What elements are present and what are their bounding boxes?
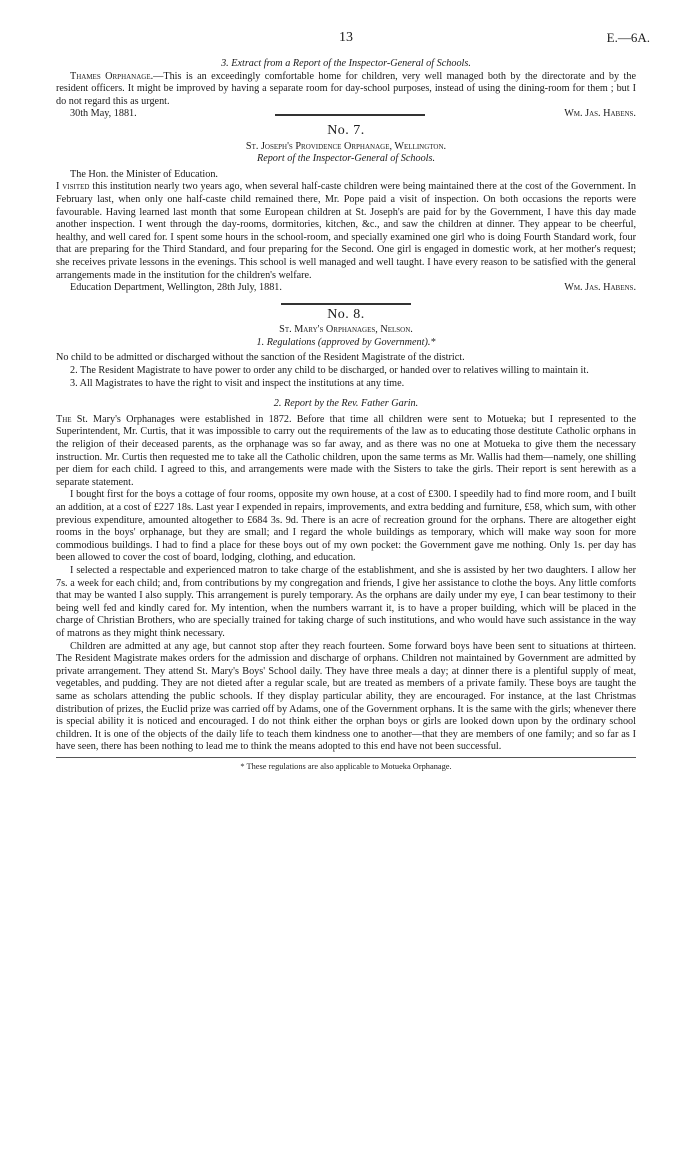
no7-subtitle: Report of the Inspector-General of Schools. (256, 153, 436, 165)
report-lead: The (56, 413, 72, 425)
document-code: E.—6A. (606, 30, 650, 45)
report-paragraph-1: The St. Mary's Orphanages were established in 1872. Before that time all children were sent to Motueka; but I represented to the Superintendent, Mr. Curtis, that it was impossible to carry out the requirements of the law as to educating those destitute Catholic orphans in the religion of their deceased parents, as the orphanage was so far away, and as there was no one at Motueka to give them the necessary instruction. Mr. Curtis then requested me to take all the Catholic children, upon the same terms as Mr. Wallis had them—namely, one shilling per diem for each child. I agreed to this, and arrangements were made with the Sisters to take the girls. Their report is sent herewith as a separate statement. (56, 413, 636, 488)
no7-lead: I visited (56, 181, 90, 193)
page-header (56, 30, 650, 52)
no7-heading: No. 7. (327, 122, 365, 138)
section-3-signature: Wm. Jas. Habens. (564, 108, 636, 120)
section-3-title: 3. Extract from a Report of the Inspector-General of Schools. (221, 58, 471, 69)
divider (281, 303, 411, 305)
no7-body: I visited this institution nearly two years ago, when several half-caste children were being maintained there at the cost of the Government. In February last, when only one half-caste child remained there, Mr. Pope paid a visit of inspection. On both occasions the reports were favourable. Having learned last month that some European children at St. Joseph's are paid for by the Government, I have this day made another inspection. I went through the day-rooms, dormitories, kitchen, &c., and saw the children at dinner. They appear to be cheerful, healthy, and well cared for. I spent some hours in the school-room, and specially examined one girl who is doing Fourth Standard work, four that are preparing for the Third Standard, and four preparing for the Second. One girl is engaged in domestic work, at her mother's request; she receives private lessons in the evenings. This school is well managed and well taught. I have every reason to be satisfied with the general arrangements made in the institution for the children's welfare. (56, 181, 636, 281)
regulation-3: 3. All Magistrates to have the right to visit and inspect the institutions at any time. (70, 377, 405, 389)
section-3-body: Thames Orphanage.—This is an exceedingly comfortable home for children, very well managed both by the directorate and by the resident officers. It might be improved by having a separate room for day-school purposes, instead of using the dining-room for them ; but I do not regard this as urgent. (56, 70, 636, 107)
no7-signature: Wm. Jas. Habens. (564, 282, 636, 294)
divider (275, 114, 425, 116)
regulation-2: 2. The Resident Magistrate to have power to order any child to be discharged, or handed over to relatives willing to maintain it. (70, 365, 589, 377)
footnote-rule (56, 757, 636, 758)
no8-regulations-title: 1. Regulations (approved by Government).* (256, 336, 436, 348)
page-number: 13 (339, 30, 353, 45)
report-paragraph-2: I bought first for the boys a cottage of four rooms, opposite my own house, at a cost of £300. I speedily had to find more room, and I built an addition, at a cost of £227 18s. Last year I expended in repairs, improvements, and extra bedding and furniture, £58, which sum, with other previous expenditure, amounted altogether to £684 3s. 9d. There is an acre of recreation ground for the orphans. There are altogether eight rooms in the boys' orphanage, but they are small; and I regard the whole buildings as temporary, which will make way soon for more commodious buildings. I had to find a place for these boys out of my own pocket: the Government gave me nothing. Only 1s. per day has been allowed to cover the cost of board, lodging, clothing, and education. (56, 489, 636, 564)
no8-institution: St. Mary's Orphanages, Nelson. (279, 324, 413, 336)
report-paragraph-4: Children are admitted at any age, but cannot stop after they reach fourteen. Some forward boys have been sent to situations at thirteen. The Resident Magistrate makes orders for the admission and discharge of orphans. Children not maintained by Government are admitted by private arrangement. They attend St. Mary's Boys' School daily. They have three meals a day; at dinner there is a plentiful supply of meat, vegetables, and pudding. They are not dieted after a regular scale, but are treated as members of a private family. These boys are taught the same as scholars attending the public schools. If they display particular ability, they are encouraged. For instance, at the last Christmas distribution of prizes, the Euclid prize was carried off by Adams, one of the Government orphans. It is the same with the girls; whenever there is special ability it is noticed and encouraged. I do not think either the orphan boys or girls are looked down upon by the ordinary school children. It is one of the objects of the daily life to teach them kindness one to another—that they are members of one family; and so far as I have seen, there has been nothing to lead me to think the means adopted to this end have not been successful. (56, 640, 636, 753)
no8-report-title: 2. Report by the Rev. Father Garin. (273, 398, 419, 410)
no7-addressee: The Hon. the Minister of Education. (70, 168, 218, 180)
no7-signoff (56, 282, 636, 295)
report-paragraph-3: I selected a respectable and experienced matron to take charge of the establishment, and she is assisted by her two daughters. I allow her 7s. a week for each child; and, from contributions by my congregation and friends, I give her assistance to clothe the boys. Any little comforts that may be wanted I also supply. This arrangement is purely temporary. As the orphans are daily under my eye, I can bear testimony to their being well fed and kindly cared for. My intention, when the numbers warrant it, is to have a proper building, which will be placed in the charge of Christian Brothers, who are specially trained for taking charge of such institutions, and who would have such assistance in the way of matrons as they might think necessary. (56, 564, 636, 639)
document-page (56, 30, 650, 773)
section-3-lead: Thames Orphanage. (70, 70, 154, 82)
section-3-date: 30th May, 1881. (70, 108, 137, 120)
footnote: * These regulations are also applicable to Motueka Orphanage. (240, 761, 452, 771)
no8-heading: No. 8. (327, 306, 365, 322)
no7-place-date: Education Department, Wellington, 28th July, 1881. (70, 282, 282, 294)
no7-institution: St. Joseph's Providence Orphanage, Wellington. (245, 140, 447, 152)
regulation-1: No child to be admitted or discharged without the sanction of the Resident Magistrate of the district. (56, 352, 465, 364)
section-3-signoff (56, 108, 636, 121)
